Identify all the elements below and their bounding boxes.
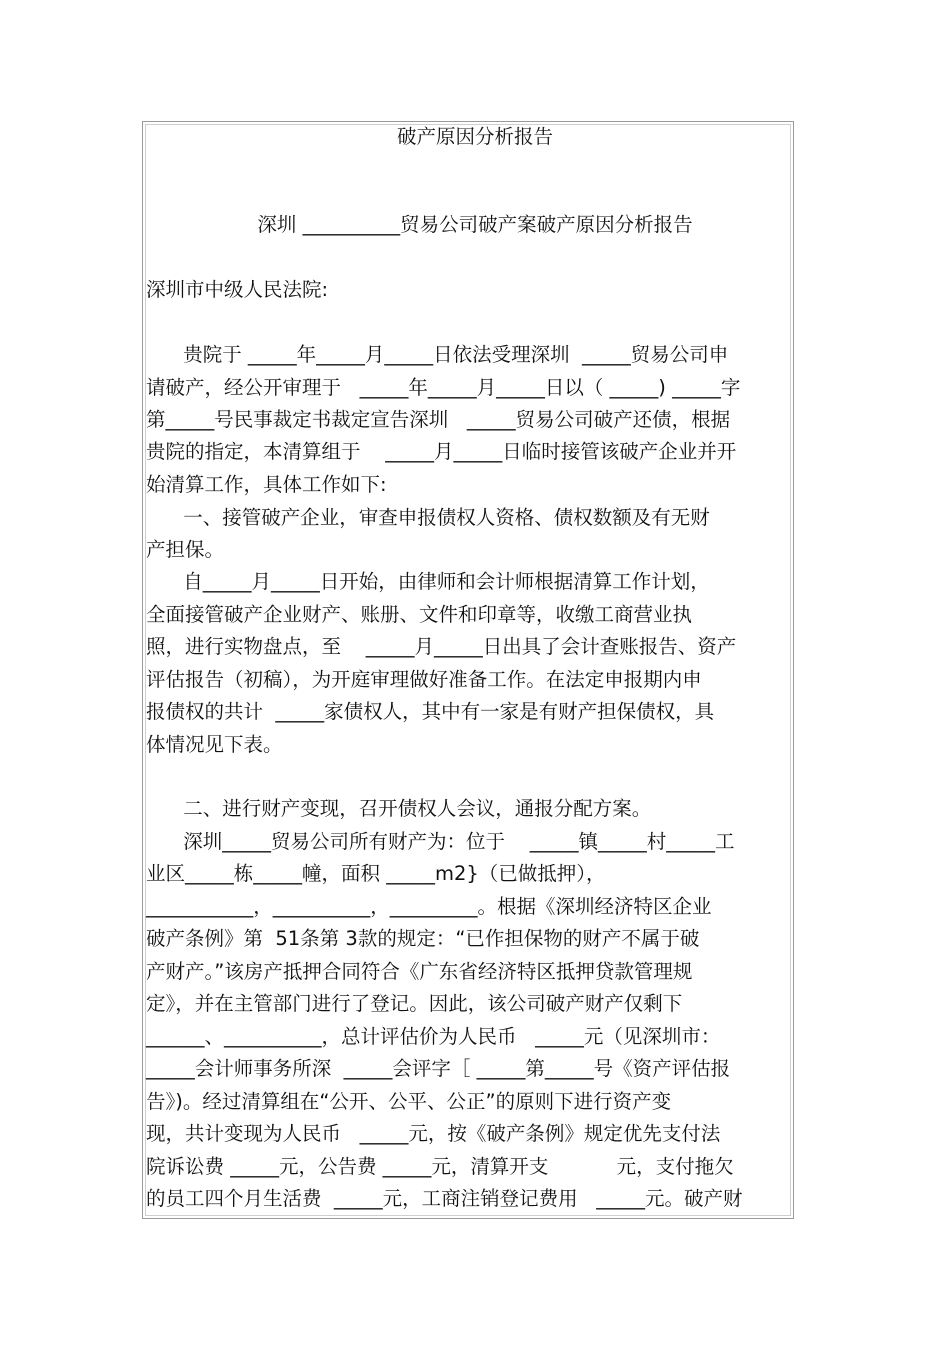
body-line: 贵院的指定，本清算组于 _____月_____日临时接管该破产企业并开 — [146, 440, 737, 463]
body-line: 定》，并在主管部门进行了登记。因此，该公司破产财产仅剩下 — [146, 992, 683, 1015]
body-line: 的员工四个月生活费 _____元，工商注销登记费用 _____元。破产财 — [146, 1187, 743, 1210]
body-line: 破产条例》第 51条第 3款的规定：“已作担保物的财产不属于破 — [146, 927, 700, 950]
body-line: 产财产。”该房产抵押合同符合《广东省经济特区抵押贷款管理规 — [146, 960, 693, 983]
body-line: 自_____月_____日开始，由律师和会计师根据清算工作计划， — [146, 570, 710, 593]
body-line: 业区_____栋_____幢，面积 _____m2}（已做抵押）， — [146, 862, 606, 885]
body-line: 始清算工作，具体工作如下: — [146, 473, 387, 496]
addressee: 深圳市中级人民法院: — [146, 278, 329, 301]
document-subtitle: 深圳 __________贸易公司破产案破产原因分析报告 — [257, 213, 693, 236]
document-title: 破产原因分析报告 — [396, 125, 553, 148]
body-line: 深圳_____贸易公司所有财产为：位于 _____镇_____村_____工 — [146, 830, 735, 853]
body-line: 报债权的共计 _____家债权人，其中有一家是有财产担保债权，具 — [146, 700, 715, 723]
body-line: 告》)。经过清算组在“公开、公平、公正”的原则下进行资产变 — [146, 1090, 672, 1113]
body-line: ___________，__________，_________。根据《深圳经济特区企业 — [146, 895, 712, 918]
body-line: 现，共计变现为人民币 _____元，按《破产条例》规定优先支付法 — [146, 1122, 721, 1145]
body-line: 第_____号民事裁定书裁定宣告深圳 _____贸易公司破产还债，根据 — [146, 408, 731, 431]
body-line: 体情况见下表。 — [146, 733, 283, 756]
section-heading: 一、接管破产企业，审查申报债权人资格、债权数额及有无财 — [146, 506, 710, 529]
body-line: 产担保。 — [146, 538, 225, 561]
section-heading: 二、进行财产变现，召开债权人会议，通报分配方案。 — [146, 797, 652, 820]
body-line: ______、__________，总计评估价为人民币 _____元（见深圳市： — [146, 1025, 721, 1048]
body-line: 评估报告（初稿），为开庭审理做好准备工作。在法定申报期内申 — [146, 668, 702, 691]
body-line: _____会计师事务所深 _____会评字［ _____第_____号《资产评估报 — [146, 1057, 731, 1080]
body-line: 院诉讼费 _____元，公告费 _____元，清算开支 元，支付拖欠 — [146, 1155, 734, 1178]
body-line: 贵院于 _____年_____月_____日依法受理深圳 _____贸易公司申 — [146, 343, 729, 366]
body-line: 请破产，经公开审理于 _____年_____月_____日以（ _____) _____字 — [146, 376, 741, 399]
body-line: 全面接管破产企业财产、账册、文件和印章等，收缴工商营业执 — [146, 603, 693, 626]
body-line: 照，进行实物盘点，至 _____月_____日出具了会计查账报告、资产 — [146, 635, 737, 658]
